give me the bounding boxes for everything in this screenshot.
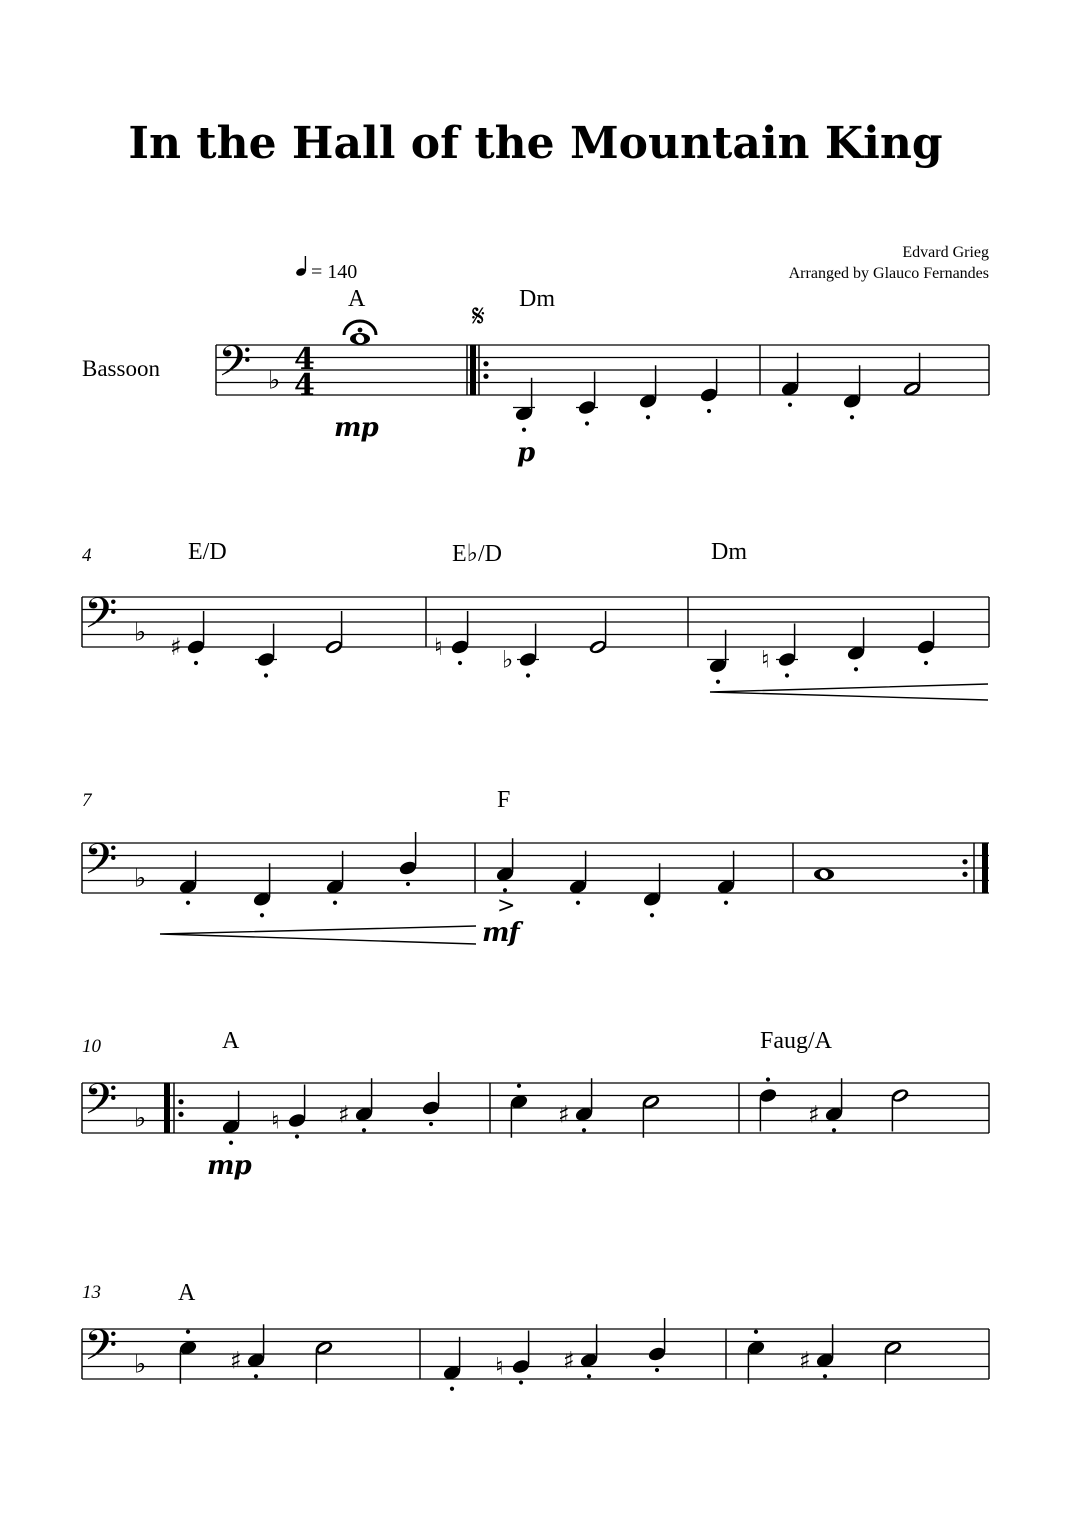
staccato-dot: [522, 428, 526, 432]
dynamic-marking: mf: [482, 918, 519, 948]
staccato-dot: [194, 661, 198, 665]
staccato-dot: [264, 673, 268, 677]
chord-symbol: F: [497, 787, 511, 813]
flat-icon: ♭: [134, 1349, 147, 1380]
staccato-dot: [526, 673, 530, 677]
dynamic-marking: mp: [207, 1151, 251, 1181]
staccato-dot: [832, 1128, 836, 1132]
staccato-dot: [406, 882, 410, 886]
staccato-dot: [716, 680, 720, 684]
staccato-dot: [582, 1128, 586, 1132]
staccato-dot: [655, 1368, 659, 1372]
flat-icon: ♭: [268, 365, 281, 396]
staccato-dot: [503, 888, 507, 892]
repeat-dot: [483, 374, 488, 379]
staccato-dot: [576, 901, 580, 905]
repeat-dot: [178, 1112, 183, 1117]
time-signature-top: 4: [294, 341, 315, 377]
arranger-credit: Arranged by Glauco Fernandes: [788, 265, 989, 282]
sharp-icon: ♯: [799, 1346, 811, 1375]
instrument-name: Bassoon: [82, 356, 160, 381]
crescendo-hairpin: [160, 926, 476, 944]
staccato-dot: [823, 1374, 827, 1378]
staccato-dot: [707, 409, 711, 413]
repeat-dot: [483, 361, 488, 366]
staccato-dot: [450, 1387, 454, 1391]
bass-clef-icon: 𝄢: [84, 834, 118, 895]
staccato-dot: [650, 913, 654, 917]
measure-number: 13: [82, 1282, 101, 1303]
measure-number: 7: [82, 790, 92, 811]
staccato-dot: [854, 667, 858, 671]
chord-symbol: A: [348, 286, 366, 312]
sharp-icon: ♯: [338, 1100, 350, 1129]
time-signature-bottom: 4: [294, 368, 315, 404]
staccato-dot: [850, 415, 854, 419]
chord-symbol: A: [178, 1280, 196, 1306]
thick-barline: [164, 1083, 170, 1133]
measure-number: 10: [82, 1036, 101, 1057]
chord-symbol: Faug/A: [760, 1028, 832, 1054]
composer-credit: Edvard Grieg: [902, 244, 989, 261]
chord-symbol: Dm: [711, 539, 747, 565]
staccato-dot: [295, 1134, 299, 1138]
staccato-dot: [724, 901, 728, 905]
sharp-icon: ♯: [808, 1100, 820, 1129]
flat-icon: ♭: [134, 1103, 147, 1134]
natural-icon: ♮: [495, 1352, 504, 1381]
staccato-dot: [785, 673, 789, 677]
staccato-dot: [646, 415, 650, 419]
staccato-dot: [585, 421, 589, 425]
bass-clef-icon: 𝄢: [84, 1320, 118, 1381]
dynamic-marking: mp: [334, 413, 378, 443]
natural-icon: ♮: [761, 645, 770, 674]
chord-symbol: Dm: [519, 286, 555, 312]
staccato-dot: [362, 1128, 366, 1132]
staccato-dot: [766, 1077, 770, 1081]
staccato-dot: [333, 901, 337, 905]
staccato-dot: [229, 1141, 233, 1145]
accent-icon: >: [497, 893, 516, 919]
tempo-value: = 140: [311, 261, 358, 283]
staccato-dot: [517, 1084, 521, 1088]
sharp-icon: ♯: [230, 1346, 242, 1375]
staccato-dot: [587, 1374, 591, 1378]
crescendo-hairpin: [710, 684, 988, 700]
bass-clef-icon: 𝄢: [218, 336, 252, 397]
fermata-dot: [358, 328, 363, 333]
natural-icon: ♮: [271, 1106, 280, 1135]
flat-icon: ♭: [134, 863, 147, 894]
measure-number: 4: [82, 545, 92, 566]
repeat-dot: [962, 859, 967, 864]
sharp-icon: ♯: [563, 1346, 575, 1375]
thick-barline: [470, 345, 476, 395]
natural-icon: ♮: [434, 633, 443, 661]
staccato-dot: [924, 661, 928, 665]
flat-icon: ♭: [134, 617, 147, 648]
staccato-dot: [186, 901, 190, 905]
staccato-dot: [754, 1330, 758, 1334]
bass-clef-icon: 𝄢: [84, 588, 118, 649]
staccato-dot: [260, 913, 264, 917]
staccato-dot: [254, 1374, 258, 1378]
piece-title: In the Hall of the Mountain King: [128, 118, 943, 169]
repeat-dot: [178, 1099, 183, 1104]
dynamic-marking: p: [517, 438, 535, 468]
thick-barline: [982, 843, 988, 893]
flat-icon: ♭: [502, 645, 514, 674]
sharp-icon: ♯: [170, 633, 182, 661]
sharp-icon: ♯: [558, 1100, 570, 1129]
chord-symbol: E♭/D: [452, 541, 502, 567]
repeat-dot: [962, 872, 967, 877]
chord-symbol: E/D: [188, 539, 227, 565]
staccato-dot: [458, 661, 462, 665]
bass-clef-icon: 𝄢: [84, 1074, 118, 1135]
staccato-dot: [186, 1330, 190, 1334]
chord-symbol: A: [222, 1028, 240, 1054]
staccato-dot: [519, 1380, 523, 1384]
segno-icon: 𝄋: [472, 299, 485, 334]
staccato-dot: [788, 403, 792, 407]
staccato-dot: [429, 1122, 433, 1126]
